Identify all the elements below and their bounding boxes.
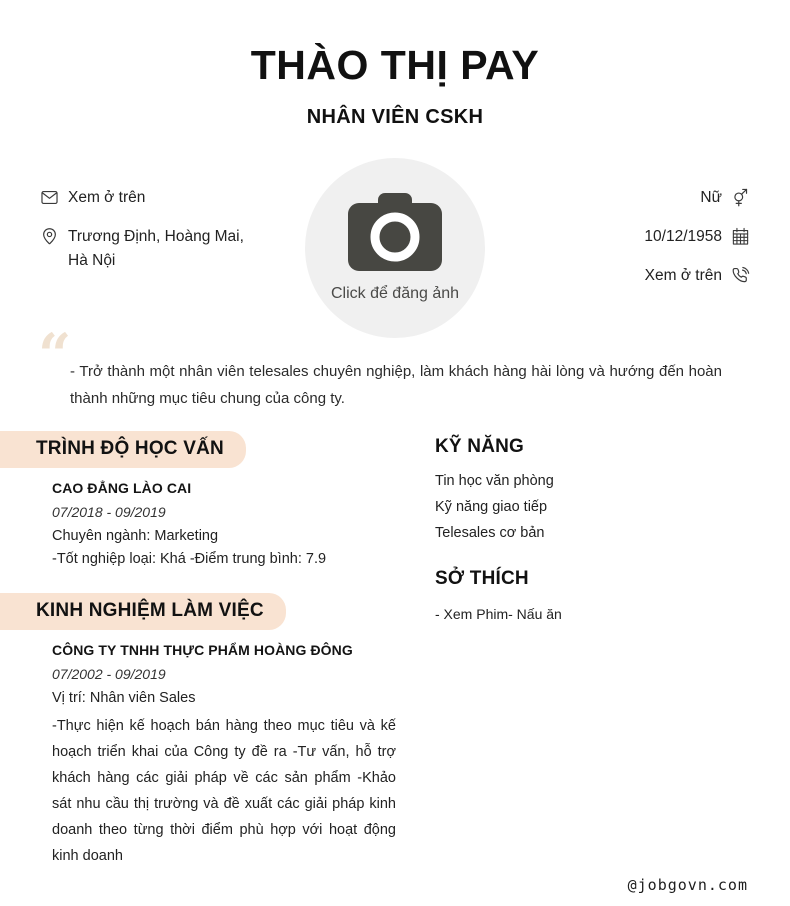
contact-address-row[interactable] — [40, 225, 268, 273]
section-heading-experience: KINH NGHIỆM LÀM VIỆC — [0, 593, 286, 630]
camera-icon — [339, 193, 451, 281]
quote-icon: “ — [38, 321, 72, 389]
education-school[interactable]: CAO ĐẲNG LÀO CAI — [52, 480, 192, 496]
candidate-role[interactable]: NHÂN VIÊN CSKH — [306, 106, 484, 128]
contact-birthday-value: 10/12/1958 — [644, 228, 722, 245]
contact-birthday-row[interactable] — [530, 225, 750, 249]
education-entry[interactable] — [52, 480, 396, 567]
contact-email-row[interactable] — [40, 186, 268, 210]
contact-left-column — [40, 186, 268, 288]
contact-phone-row[interactable] — [530, 264, 750, 288]
right-column — [435, 436, 760, 622]
section-heading-skills: KỸ NĂNG — [435, 436, 525, 457]
experience-description[interactable]: -Thực hiện kế hoạch bán hàng theo mục tiêu và kế hoạch triển khai của Công ty đề ra -Tư vấn, hỗ trợ khách hàng các giải pháp về các sản phẩm -Khảo sát nhu cầu thị trường và đề xuất các giải pháp kinh doanh theo từng thời điểm phù hợp với hoạt động kinh doanh — [52, 718, 396, 864]
skill-item[interactable]: Tin học văn phòng — [435, 473, 554, 489]
photo-upload-label: Click để đăng ảnh — [330, 285, 460, 302]
education-period[interactable]: 07/2018 - 09/2019 — [52, 504, 166, 520]
section-heading-education: TRÌNH ĐỘ HỌC VẤN — [0, 431, 246, 468]
career-objective-text[interactable]: - Trở thành một nhân viên telesales chuyên nghiệp, làm khách hàng hài lòng và hướng đến hoàn thành những mục tiêu chung của công ty. — [70, 363, 722, 407]
calendar-icon — [731, 227, 750, 246]
experience-period[interactable]: 07/2002 - 09/2019 — [52, 666, 166, 682]
gender-icon — [731, 188, 750, 207]
envelope-icon — [40, 188, 59, 207]
contact-address-value: Trương Định, Hoàng Mai, Hà Nội — [68, 228, 244, 269]
education-result[interactable]: -Tốt nghiệp loại: Khá -Điểm trung bình: 7.9 — [52, 551, 327, 567]
section-education — [0, 431, 402, 574]
skill-item[interactable]: Telesales cơ bản — [435, 525, 545, 541]
experience-entry[interactable] — [52, 642, 396, 869]
contact-gender-value: Nữ — [700, 189, 722, 206]
hobbies-text[interactable]: - Xem Phim- Nấu ăn — [435, 606, 562, 622]
photo-upload-placeholder[interactable] — [305, 158, 485, 338]
site-watermark: @jobgovn.com — [627, 876, 748, 894]
contact-phone-value: Xem ở trên — [644, 267, 722, 284]
phone-icon — [731, 266, 750, 285]
candidate-name[interactable]: THÀO THỊ PAY — [250, 42, 540, 88]
section-experience — [0, 593, 402, 869]
contact-right-column — [530, 186, 750, 303]
skill-item[interactable]: Kỹ năng giao tiếp — [435, 499, 548, 515]
section-heading-hobbies: SỞ THÍCH — [435, 568, 529, 589]
experience-position[interactable]: Vị trí: Nhân viên Sales — [52, 690, 196, 706]
experience-company[interactable]: CÔNG TY TNHH THỰC PHẨM HOÀNG ĐÔNG — [52, 642, 353, 658]
contact-email-value: Xem ở trên — [68, 189, 146, 206]
education-major[interactable]: Chuyên ngành: Marketing — [52, 528, 219, 544]
contact-gender-row[interactable] — [530, 186, 750, 210]
location-pin-icon — [40, 227, 59, 246]
